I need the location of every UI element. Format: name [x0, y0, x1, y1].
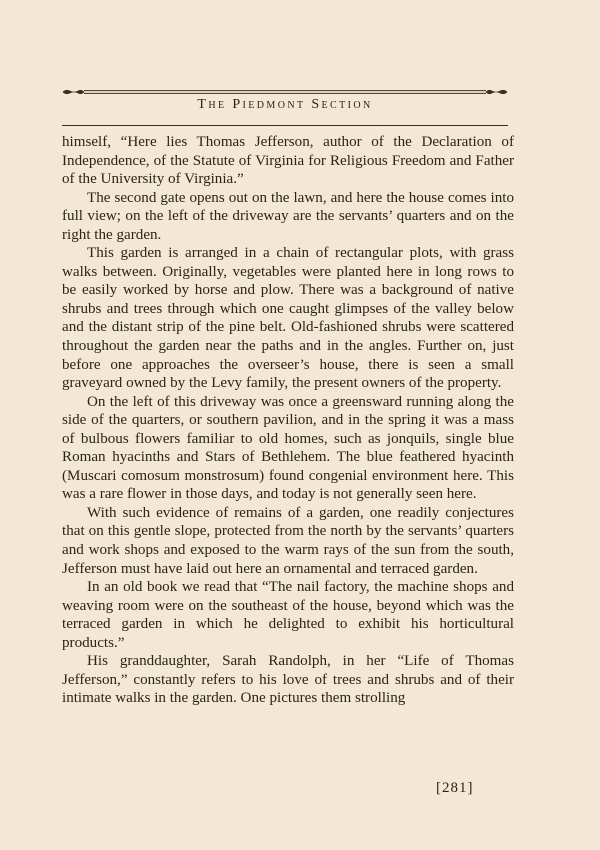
paragraph: His granddaughter, Sarah Randolph, in her “Life of Thomas Jefferson,” constantly refers to his love of trees and shrubs and of their intimate walks in the garden. One pictures them strolling — [62, 653, 514, 707]
page-number: [281] — [436, 780, 474, 796]
paragraph: In an old book we read that “The nail factory, the machine shops and weaving room were on the southeast of the house, beyond which was the terraced garden in which he delighted to exhibit his horticultural products.” — [62, 579, 514, 651]
paragraph: This garden is arranged in a chain of rectangular plots, with grass walks between. Originally, vegetables were planted here in long rows to be easily worked by horse and plow. There was a background of native shrubs and trees through which one caught glimpses of the valley below and the distant strip of the pine belt. Old-fashioned shrubs were scattered throughout the garden near the paths and in the angles. Further on, just before one approaches the overseer’s house, there is seen a small graveyard owned by the Levy family, the present owners of the property. — [62, 245, 514, 392]
running-head: The Piedmont Section — [197, 97, 373, 112]
header-rule — [62, 125, 508, 126]
paragraph: With such evidence of remains of a garden, one readily conjectures that on this gentle slope, protected from the north by the servants’ quarters and work shops and exposed to the warm rays of the sun from the south, Jefferson must have laid out here an ornamental and terraced garden. — [62, 504, 514, 577]
paragraph: himself, “Here lies Thomas Jefferson, author of the Declaration of Independence, of the Statute of Virginia for Religious Freedom and Father of the University of Virginia.” — [62, 134, 514, 188]
paragraph: The second gate opens out on the lawn, and here the house comes into full view; on the left of the driveway are the servants’ quarters and on the right the garden. — [62, 189, 514, 243]
body-text — [62, 133, 514, 708]
ornamental-rule — [62, 88, 508, 96]
paragraph: On the left of this driveway was once a greensward running along the side of the quarters, or southern pavilion, and in the spring it was a mass of bulbous flowers familiar to old homes, such as jonquils, single blue Roman hyacinths and Stars of Bethlehem. The blue feathered hyacinth (Muscari comosum monstrosum) found congenial environment here. This was a rare flower in those days, and today is not generally seen here. — [62, 393, 514, 503]
